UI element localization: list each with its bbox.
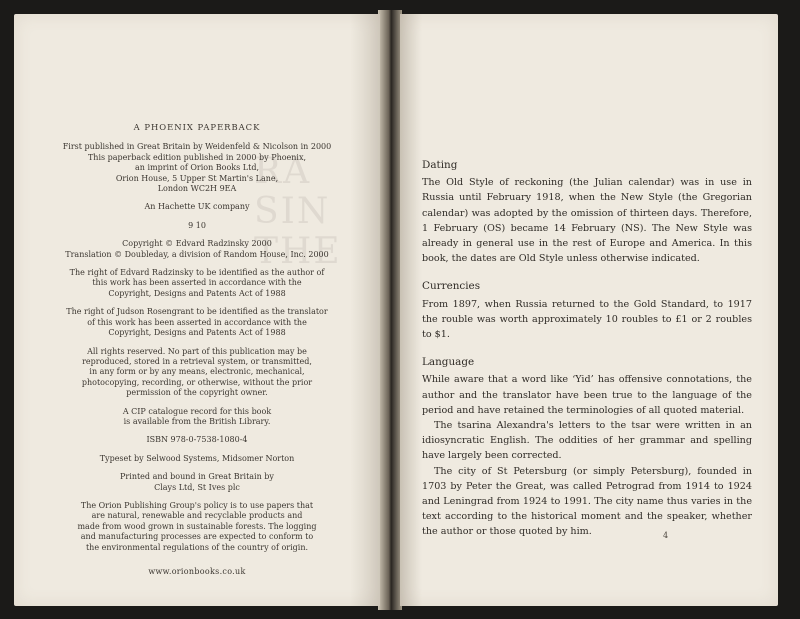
isbn: ISBN 978-0-7538-1080-4 [146,435,248,445]
company-line: An Hachette UK company [144,202,250,212]
printing-number: 9 10 [188,220,206,230]
paragraph: While aware that a word like ‘Yid’ has offensive connotations, the author and the translator have been true to the language of the period and have retained the terminologies of all quoted material. [422,374,752,416]
copyright-notice: Copyright © Edvard Radzinsky 2000 Translation © Doubleday, a division of Random House, Inc. 2000 [65,239,329,259]
section-dating [422,158,752,266]
book-gutter [378,10,402,610]
spine-shadow-right [400,14,422,606]
section-heading-language: Language [422,356,475,369]
translator-rights: The right of Judson Rosengrant to be identified as the translator of this work has been asserted in accordance with the Copyright, Designs and Patents Act of 1988 [66,307,328,338]
notes-page [400,14,778,606]
section-language [422,355,752,539]
section-heading-currencies: Currencies [422,280,481,293]
copyright-page [14,14,380,606]
paragraph: The Old Style of reckoning (the Julian calendar) was in use in Russia until February 1918, when the New Style (the Gregorian calendar) was adopted by the omission of thirteen days. Therefore, 1 February (OS) became 14 February (NS). The New Style was already in general use in the rest of Europe and America. In this book, the dates are Old Style unless otherwise indicated. [422,177,752,265]
page-number: 4 [663,531,669,540]
paper-policy: The Orion Publishing Group's policy is to use papers that are natural, renewable and recyclable products and made from wood grown in sustainable forests. The logging and manufacturing processes are expected to conform to the environmental regulations of the country of origin. [77,500,317,552]
spine-shadow-left [350,14,380,606]
publication-info: First published in Great Britain by Weidenfeld & Nicolson in 2000 This paperback edition published in 2000 by Phoenix, an imprint of Orion Books Ltd, Orion House, 5 Upper St Martin's Lane, London WC2H 9EA [62,142,332,194]
rights-reserved: All rights reserved. No part of this publication may be reproduced, stored in a retrieval system, or transmitted, in any form or by any means, electronic, mechanical, photocopying, recording, or otherwise, without the prior permission of the copyright owner. [81,346,313,398]
paragraph: The city of St Petersburg (or simply Petersburg), founded in 1703 by Peter the Great, was called Petrograd from 1914 to 1924 and Leningrad from 1924 to 1991. The city name thus varies in the text according to the historical moment and the speaker, whether the author or those quoted by him. [422,465,752,538]
section-currencies [422,279,752,342]
imprint-line: A PHOENIX PAPERBACK [133,122,261,132]
copyright-block [14,122,380,585]
show-through-text: RA SIN THE [254,151,342,272]
paragraph: The tsarina Alexandra's letters to the tsar were written in an idiosyncratic English. The oddities of her grammar and spelling have largely been corrected. [422,420,752,462]
paragraph: From 1897, when Russia returned to the Gold Standard, to 1917 the rouble was worth approximately 10 roubles to £1 or 2 roubles to $1. [422,298,752,341]
printer-credit: Printed and bound in Great Britain by Clays Ltd, St Ives plc [120,472,274,492]
typeset-credit: Typeset by Selwood Systems, Midsomer Norton [99,453,295,463]
publisher-url: www.orionbooks.co.uk [148,567,246,576]
section-heading-dating: Dating [422,159,458,171]
cip-record: A CIP catalogue record for this book is available from the British Library. [122,406,272,426]
notes-block [422,158,752,553]
author-rights: The right of Edvard Radzinsky to be identified as the author of this work has been asserted in accordance with the Copyright, Designs and Patents Act of 1988 [69,268,325,298]
